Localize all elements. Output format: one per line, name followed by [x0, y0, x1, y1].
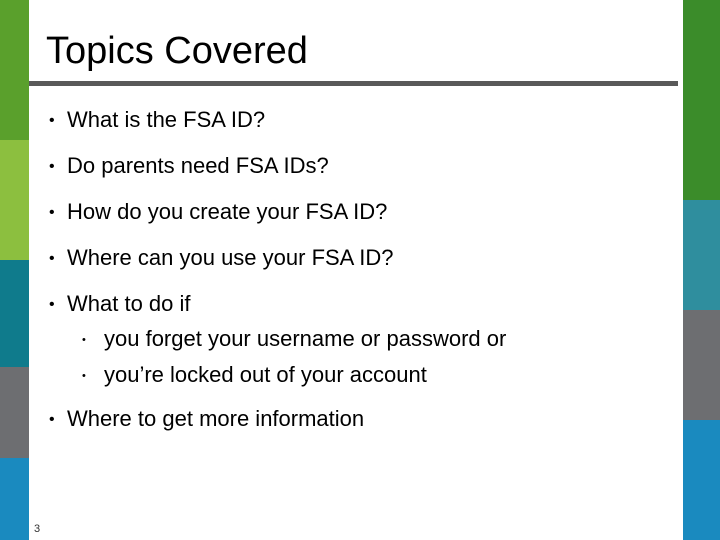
- right-bar-segment-1: [683, 0, 720, 200]
- bullet-item: [49, 406, 364, 433]
- sub-bullet-text: you forget your username or password or: [104, 326, 507, 351]
- bullet-text: Where to get more information: [67, 406, 365, 431]
- slide-title: Topics Covered: [46, 30, 308, 72]
- bullet-marker: •: [49, 158, 55, 175]
- bullet-text: What to do if: [67, 291, 191, 316]
- right-bar-segment-3: [683, 310, 720, 420]
- bullet-marker: •: [49, 296, 55, 313]
- bullet-marker: •: [49, 411, 55, 428]
- sub-bullet-text: you’re locked out of your account: [104, 362, 427, 387]
- bullet-item: [49, 291, 191, 318]
- bullet-item: [49, 153, 329, 180]
- bullet-item: [49, 107, 265, 134]
- left-bar-segment-2: [0, 140, 29, 260]
- sub-bullet-marker: •: [82, 334, 86, 346]
- sub-bullet-marker: •: [82, 370, 86, 382]
- left-bar-segment-1: [0, 0, 29, 140]
- left-bar-segment-5: [0, 458, 29, 540]
- right-bar-segment-2: [683, 200, 720, 310]
- bullet-text: What is the FSA ID?: [67, 107, 266, 132]
- bullet-item: [49, 245, 394, 272]
- bullet-text: Do parents need FSA IDs?: [67, 153, 329, 178]
- bullet-text: Where can you use your FSA ID?: [67, 245, 394, 270]
- bullet-item: [49, 199, 387, 226]
- bullet-text: How do you create your FSA ID?: [67, 199, 388, 224]
- sub-bullet-item: [82, 362, 427, 389]
- page-number: 3: [34, 523, 41, 535]
- right-bar-segment-4: [683, 420, 720, 540]
- sub-bullet-item: [82, 326, 506, 353]
- bullet-marker: •: [49, 250, 55, 267]
- left-bar-segment-4: [0, 367, 29, 458]
- bullet-marker: •: [49, 204, 55, 221]
- title-divider: [29, 81, 678, 86]
- bullet-marker: •: [49, 112, 55, 129]
- left-bar-segment-3: [0, 260, 29, 367]
